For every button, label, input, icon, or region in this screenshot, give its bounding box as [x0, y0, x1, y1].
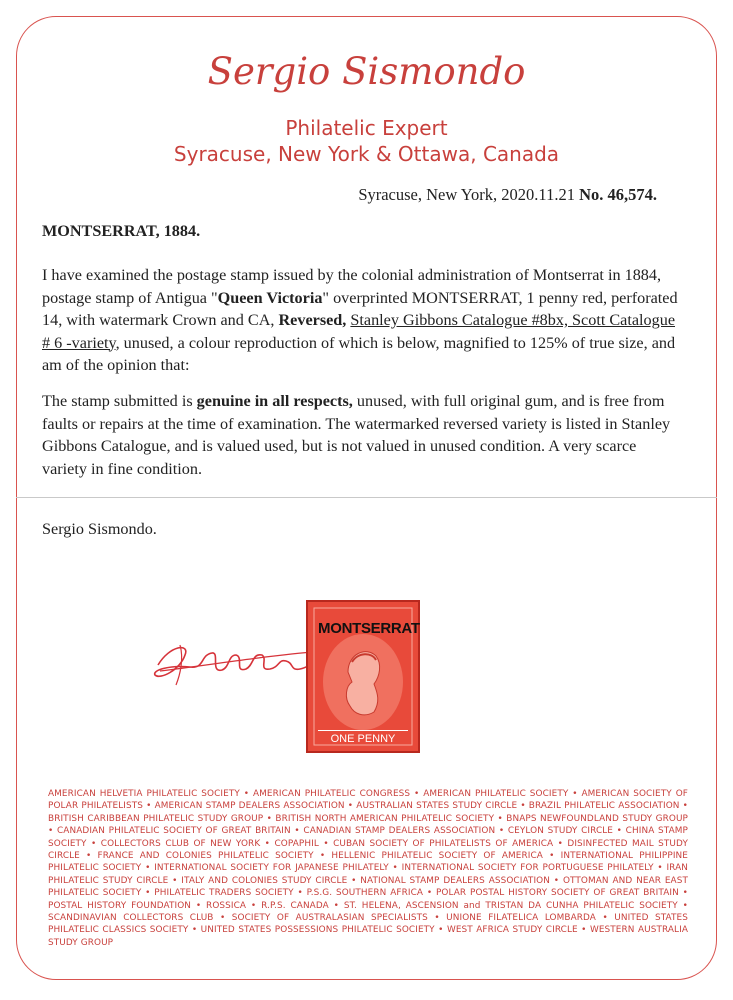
- place-date: Syracuse, New York, 2020.11.21: [358, 185, 575, 204]
- expert-locations: Syracuse, New York & Ottawa, Canada: [173, 142, 560, 166]
- fold-line: [16, 497, 717, 498]
- paragraph-opinion: [42, 390, 682, 480]
- dateline: [358, 185, 657, 205]
- stamp-reproduction: [306, 600, 420, 753]
- para1-text-a: I have examined the postage stamp issued by the colonial administration of Montserrat in 1884, postage stamp of Antigua ": [42, 266, 662, 307]
- para2-text-a: The stamp submitted is: [42, 392, 197, 410]
- certificate-heading: MONTSERRAT, 1884.: [42, 222, 201, 240]
- signoff: Sergio Sismondo.: [42, 520, 157, 538]
- society-memberships: AMERICAN HELVETIA PHILATELIC SOCIETY • AMERICAN PHILATELIC CONGRESS • AMERICAN PHILATELIC SOCIETY • AMERICAN SOCIETY OF POLAR PHILATELISTS • AMERICAN STAMP DEALERS ASSOCIATION • AUSTRALIAN STATES STUDY CIRCLE • BRAZIL PHILATELIC ASSOCIATION • BRITISH CARIBBEAN PHILATELIC STUDY GROUP • BRITISH NORTH AMERICAN PHILATELIC SOCIETY • BNAPS NEWFOUNDLAND STUDY GROUP • CANADIAN PHILATELIC SOCIETY OF GREAT BRITAIN • CANADIAN STAMP DEALERS ASSOCIATION • CEYLON STUDY CIRCLE • CHINA STAMP SOCIETY • COLLECTORS CLUB OF NEW YORK • COPAPHIL • CUBAN SOCIETY OF PHILATELISTS OF AMERICA • DISINFECTED MAIL STUDY CIRCLE • FRANCE AND COLONIES PHILATELIC SOCIETY • HELLENIC PHILATELIC SOCIETY OF AMERICA • INTERNATIONAL PHILIPPINE PHILATELIC SOCIETY • INTERNATIONAL SOCIETY FOR JAPANESE PHILATELY • INTERNATIONAL SOCIETY FOR PORTUGUESE PHILATELY • IRAN PHILATELIC STUDY CIRCLE • ITALY AND COLONIES STUDY CIRCLE • NATIONAL STAMP DEALERS ASSOCIATION • OTTOMAN AND NEAR EAST PHILATELIC SOCIETY • PHILATELIC TRADERS SOCIETY • P.S.G. SOUTHERN AFRICA • POLAR POSTAL HISTORY SOCIETY OF GREAT BRITAIN • POSTAL HISTORY FOUNDATION • ROSSICA • R.P.S. CANADA • ST. HELENA, ASCENSION and TRISTAN DA CUNHA PHILATELIC SOCIETY • SCANDINAVIAN COLLECTORS CLUB • SOCIETY OF AUSTRALASIAN SPECIALISTS • UNIONE FILATELICA LOMBARDA • UNITED STATES PHILATELIC CLASSICS SOCIETY • UNITED STATES POSSESSIONS PHILATELIC SOCIETY • WEST AFRICA STUDY CIRCLE • WESTERN AUSTRALIA STUDY GROUP: [48, 789, 688, 948]
- para2-text-b: unused, with full original gum, and is free from faults or repairs at the time of examination. The watermarked reversed variety is listed in Stanley Gibbons Catalogue, and is valued used, but is not valued in unused condition. A very scarce variety in fine condition.: [42, 392, 671, 478]
- stamp-overprint: MONTSERRAT: [318, 620, 420, 637]
- stamp-value: ONE PENNY: [318, 730, 408, 745]
- reversed-label: Reversed,: [278, 311, 347, 329]
- queen-victoria: Queen Victoria: [217, 288, 323, 307]
- certificate-number: No. 46,574.: [579, 185, 657, 204]
- catalogue-reference: Stanley Gibbons Catalogue #8bx, Scott Catalogue # 6 -variety: [42, 311, 676, 352]
- expert-name: Sergio Sismondo: [207, 50, 526, 93]
- expert-title: Philatelic Expert: [285, 116, 448, 140]
- para1-text-c: , unused, a colour reproduction of which is below, magnified to 125% of true size, and am of the opinion that:: [42, 333, 676, 374]
- genuine-statement: genuine in all respects,: [196, 392, 353, 410]
- handwritten-signature: [150, 625, 330, 695]
- paragraph-examination: [42, 264, 682, 377]
- para1-text-b: " overprinted MONTSERRAT, 1 penny red, perforated 14, with watermark Crown and CA,: [42, 288, 678, 329]
